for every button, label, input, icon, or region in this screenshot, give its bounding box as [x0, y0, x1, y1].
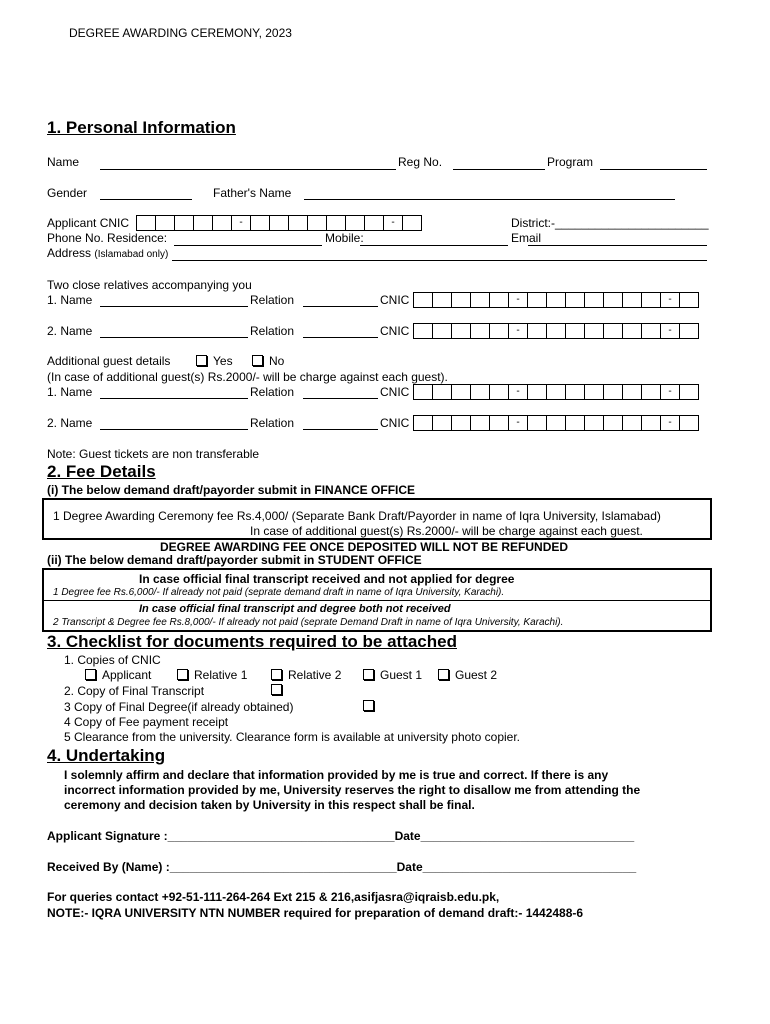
ntn-note: NOTE:- IQRA UNIVERSITY NTN NUMBER required for preparation of demand draft:- 1442488-6 [47, 906, 584, 920]
mobile-field[interactable] [360, 245, 508, 246]
section-4-title: 4. Undertaking [47, 746, 166, 765]
case-2-heading: In case official final transcript and degree both not received [139, 603, 451, 615]
no-label: No [269, 354, 285, 368]
guest-2-check-label: Guest 2 [455, 668, 498, 682]
guest-2-checkbox[interactable] [438, 669, 449, 680]
document-header: DEGREE AWARDING CEREMONY, 2023 [69, 26, 292, 40]
additional-guest-label: Additional guest details [47, 354, 171, 368]
case-1-row: 1 Degree fee Rs.6,000/- If already not paid (seprate demand draft in name of Iqra University, Karachi). [53, 587, 505, 598]
relative-1-relation-label: Relation [250, 293, 295, 307]
no-checkbox[interactable] [252, 355, 263, 366]
guest-2-cnic-label: CNIC [380, 416, 410, 430]
received-by-line[interactable]: Received By (Name) :__________________________________Date________________________________ [47, 860, 637, 874]
relative-1-checkbox[interactable] [177, 669, 188, 680]
relative-1-name-field[interactable] [100, 306, 248, 307]
case-1-heading: In case official final transcript received and not applied for degree [139, 572, 515, 586]
relative-2-name-label: 2. Name [47, 324, 93, 338]
guest-2-relation-field[interactable] [303, 429, 378, 430]
undertaking-line-2: incorrect information provided by me, University reserves the right to disallow me from attending the [64, 783, 641, 797]
relative-1-relation-field[interactable] [303, 306, 378, 307]
gender-label: Gender [47, 186, 88, 200]
reg-label: Reg No. [398, 155, 443, 169]
guest-1-checkbox[interactable] [363, 669, 374, 680]
checklist-item-3: 3 Copy of Final Degree(if already obtained) [64, 700, 294, 714]
program-label: Program [547, 155, 594, 169]
checklist-item-1: 1. Copies of CNIC [64, 653, 161, 667]
guest-2-cnic-boxes[interactable]: - - [413, 415, 699, 431]
mobile-label: Mobile: [325, 231, 364, 245]
applicant-signature-line[interactable]: Applicant Signature :__________________________________Date________________________________ [47, 829, 635, 843]
additional-guest-fee-row: In case of additional guest(s) Rs.2000/- will be charge against each guest. [250, 524, 643, 538]
finance-fee-box [42, 498, 712, 540]
relative-2-relation-field[interactable] [303, 337, 378, 338]
guest-1-relation-label: Relation [250, 385, 295, 399]
guest-1-cnic-label: CNIC [380, 385, 410, 399]
section-1-title: 1. Personal Information [47, 118, 236, 137]
additional-guest-note: (In case of additional guest(s) Rs.2000/- will be charge against each guest). [47, 370, 448, 384]
relative-1-name-label: 1. Name [47, 293, 93, 307]
district-label: District:-_______________________ [511, 216, 709, 230]
checklist-item-5: 5 Clearance from the university. Clearance form is available at university photo copier. [64, 730, 520, 744]
relative-2-checkbox[interactable] [271, 669, 282, 680]
relative-2-cnic-label: CNIC [380, 324, 410, 338]
relative-1-cnic-label: CNIC [380, 293, 410, 307]
relative-2-check-label: Relative 2 [288, 668, 342, 682]
section-2-title: 2. Fee Details [47, 462, 156, 481]
phone-label: Phone No. Residence: [47, 231, 168, 245]
degree-checkbox[interactable] [363, 700, 374, 711]
address-field[interactable] [172, 260, 707, 261]
father-field[interactable] [304, 199, 675, 200]
address-label: Address (Islamabad only) [47, 246, 169, 260]
applicant-check-label: Applicant [102, 668, 152, 682]
guest-1-name-field[interactable] [100, 398, 248, 399]
guest-1-check-label: Guest 1 [380, 668, 423, 682]
undertaking-line-3: ceremony and decision taken by University in this respect shall be final. [64, 798, 475, 812]
contact-info: For queries contact +92-51-111-264-264 Ext 215 & 216,asifjasra@iqraisb.edu.pk, [47, 890, 500, 904]
cnic-label: Applicant CNIC [47, 216, 130, 230]
relative-1-cnic-boxes[interactable]: - - [413, 292, 699, 308]
phone-field[interactable] [174, 245, 322, 246]
guest-1-relation-field[interactable] [303, 398, 378, 399]
reg-field[interactable] [453, 169, 545, 170]
checklist-item-4: 4 Copy of Fee payment receipt [64, 715, 229, 729]
undertaking-line-1: I solemnly affirm and declare that information provided by me is true and correct. If there is any [64, 768, 609, 782]
guest-2-relation-label: Relation [250, 416, 295, 430]
gender-field[interactable] [100, 199, 192, 200]
applicant-cnic-boxes[interactable]: - - [136, 215, 422, 231]
email-field[interactable] [528, 245, 707, 246]
relative-2-name-field[interactable] [100, 337, 248, 338]
name-label: Name [47, 155, 80, 169]
ceremony-fee-row: 1 Degree Awarding Ceremony fee Rs.4,000/ (Separate Bank Draft/Payorder in name of Iqra University, Islamabad) [53, 509, 661, 523]
name-field[interactable] [100, 169, 396, 170]
applicant-cnic-checkbox[interactable] [85, 669, 96, 680]
finance-office-subtitle: (i) The below demand draft/payorder submit in FINANCE OFFICE [47, 483, 416, 497]
yes-checkbox[interactable] [196, 355, 207, 366]
checklist-item-2: 2. Copy of Final Transcript [64, 684, 205, 698]
guest-2-name-field[interactable] [100, 429, 248, 430]
relatives-intro: Two close relatives accompanying you [47, 278, 252, 292]
guest-1-name-label: 1. Name [47, 385, 93, 399]
relative-2-cnic-boxes[interactable]: - - [413, 323, 699, 339]
relative-1-check-label: Relative 1 [194, 668, 248, 682]
guest-2-name-label: 2. Name [47, 416, 93, 430]
student-office-subtitle: (ii) The below demand draft/payorder submit in STUDENT OFFICE [47, 553, 422, 567]
email-label: Email [511, 231, 542, 245]
transcript-checkbox[interactable] [271, 684, 282, 695]
refund-notice: DEGREE AWARDING FEE ONCE DEPOSITED WILL NOT BE REFUNDED [160, 540, 569, 554]
program-field[interactable] [600, 169, 707, 170]
relative-2-relation-label: Relation [250, 324, 295, 338]
father-label: Father's Name [213, 186, 292, 200]
student-fee-box [42, 568, 712, 632]
guest-ticket-note: Note: Guest tickets are non transferable [47, 447, 260, 461]
section-3-title: 3. Checklist for documents required to be attached [47, 632, 457, 651]
guest-1-cnic-boxes[interactable]: - - [413, 384, 699, 400]
yes-label: Yes [213, 354, 233, 368]
case-2-row: 2 Transcript & Degree fee Rs.8,000/- If already not paid (seprate Demand Draft in name of Iqra University, Karachi). [53, 617, 564, 628]
